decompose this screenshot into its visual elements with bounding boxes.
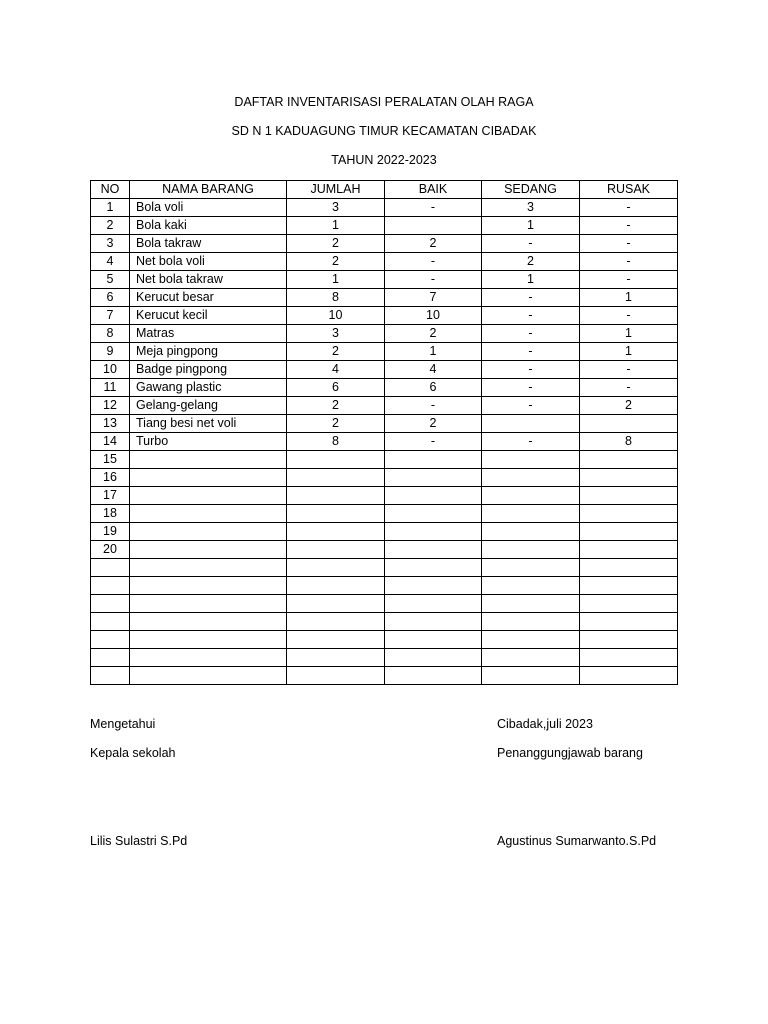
cell-rusak: 8 [580,433,678,451]
cell-rusak [580,505,678,523]
cell-jumlah: 6 [287,379,385,397]
table-row [91,433,678,451]
document-title: DAFTAR INVENTARISASI PERALATAN OLAH RAGA [234,95,534,109]
cell-jumlah [287,451,385,469]
cell-sedang: - [482,433,580,451]
cell-sedang [482,523,580,541]
cell-rusak [580,541,678,559]
school-year: TAHUN 2022-2023 [331,153,437,167]
cell-sedang [482,415,580,433]
cell-jumlah: 2 [287,397,385,415]
table-row [91,541,678,559]
cell-baik: 1 [385,343,482,361]
cell-no: 6 [91,289,130,307]
cell-rusak: 2 [580,397,678,415]
cell-baik [385,487,482,505]
table-row [91,199,678,217]
cell-nama-barang [130,649,287,667]
cell-nama-barang [130,631,287,649]
cell-rusak: - [580,271,678,289]
table-row [91,415,678,433]
cell-baik: - [385,271,482,289]
cell-sedang: - [482,343,580,361]
cell-jumlah: 3 [287,325,385,343]
cell-nama-barang: Gelang-gelang [130,397,287,415]
cell-sedang [482,631,580,649]
cell-jumlah: 3 [287,199,385,217]
table-row [91,397,678,415]
cell-baik: 10 [385,307,482,325]
cell-rusak: 1 [580,343,678,361]
cell-jumlah [287,469,385,487]
cell-rusak: - [580,379,678,397]
header-sedang: SEDANG [482,181,580,199]
cell-no: 14 [91,433,130,451]
table-row [91,325,678,343]
table-row [91,379,678,397]
cell-baik [385,613,482,631]
cell-rusak: - [580,253,678,271]
cell-nama-barang [130,667,287,685]
cell-no: 8 [91,325,130,343]
cell-rusak: 1 [580,289,678,307]
cell-baik: 2 [385,235,482,253]
responsible-name: Agustinus Sumarwanto.S.Pd [497,834,657,848]
cell-nama-barang: Kerucut besar [130,289,287,307]
header-nama-barang: NAMA BARANG [130,181,287,199]
cell-jumlah [287,649,385,667]
cell-rusak: - [580,235,678,253]
cell-baik [385,577,482,595]
cell-jumlah [287,595,385,613]
table-row [91,667,678,685]
cell-no: 7 [91,307,130,325]
cell-no [91,559,130,577]
cell-jumlah [287,667,385,685]
cell-jumlah [287,541,385,559]
cell-no: 1 [91,199,130,217]
table-row [91,343,678,361]
cell-baik [385,595,482,613]
cell-nama-barang: Badge pingpong [130,361,287,379]
cell-jumlah [287,631,385,649]
cell-baik: 4 [385,361,482,379]
cell-nama-barang: Bola kaki [130,217,287,235]
cell-sedang: - [482,235,580,253]
cell-no: 19 [91,523,130,541]
cell-sedang [482,541,580,559]
cell-nama-barang: Turbo [130,433,287,451]
cell-baik [385,451,482,469]
cell-jumlah [287,505,385,523]
header-baik: BAIK [385,181,482,199]
cell-rusak: - [580,307,678,325]
cell-sedang: 1 [482,217,580,235]
table-row [91,217,678,235]
cell-no: 11 [91,379,130,397]
cell-no [91,577,130,595]
cell-baik: 2 [385,325,482,343]
cell-jumlah: 2 [287,343,385,361]
cell-no: 13 [91,415,130,433]
cell-baik [385,523,482,541]
cell-no: 5 [91,271,130,289]
cell-baik: 2 [385,415,482,433]
cell-rusak [580,649,678,667]
cell-nama-barang: Bola takraw [130,235,287,253]
cell-rusak: - [580,199,678,217]
cell-sedang: - [482,397,580,415]
table-row [91,307,678,325]
cell-sedang [482,505,580,523]
cell-jumlah: 1 [287,271,385,289]
cell-jumlah: 10 [287,307,385,325]
cell-sedang [482,487,580,505]
cell-nama-barang [130,613,287,631]
cell-no: 17 [91,487,130,505]
cell-jumlah [287,523,385,541]
table-row [91,253,678,271]
cell-no: 18 [91,505,130,523]
cell-sedang [482,577,580,595]
cell-sedang [482,595,580,613]
cell-nama-barang: Net bola voli [130,253,287,271]
cell-no [91,613,130,631]
cell-baik: - [385,199,482,217]
table-row [91,577,678,595]
cell-rusak [580,613,678,631]
cell-no [91,631,130,649]
header-rusak: RUSAK [580,181,678,199]
cell-sedang: 3 [482,199,580,217]
cell-no: 4 [91,253,130,271]
cell-rusak [580,667,678,685]
cell-jumlah: 2 [287,253,385,271]
principal-name: Lilis Sulastri S.Pd [90,834,188,848]
cell-no: 20 [91,541,130,559]
cell-baik [385,469,482,487]
cell-sedang [482,469,580,487]
cell-nama-barang [130,451,287,469]
cell-rusak: 1 [580,325,678,343]
cell-jumlah: 8 [287,289,385,307]
cell-nama-barang: Bola voli [130,199,287,217]
table-row [91,361,678,379]
cell-rusak [580,577,678,595]
table-row [91,235,678,253]
cell-no [91,649,130,667]
cell-nama-barang: Gawang plastic [130,379,287,397]
cell-jumlah: 8 [287,433,385,451]
table-header-row [91,181,678,199]
table-row [91,505,678,523]
cell-baik: - [385,397,482,415]
cell-sedang: - [482,379,580,397]
school-name: SD N 1 KADUAGUNG TIMUR KECAMATAN CIBADAK [231,124,537,138]
cell-no: 12 [91,397,130,415]
cell-rusak [580,487,678,505]
cell-nama-barang [130,541,287,559]
table-row [91,631,678,649]
cell-nama-barang [130,469,287,487]
cell-jumlah [287,613,385,631]
table-row [91,613,678,631]
cell-baik: - [385,253,482,271]
cell-sedang: 2 [482,253,580,271]
cell-nama-barang: Matras [130,325,287,343]
cell-rusak [580,631,678,649]
responsible-title: Penanggungjawab barang [497,746,643,760]
cell-nama-barang [130,559,287,577]
cell-nama-barang: Tiang besi net voli [130,415,287,433]
cell-jumlah: 2 [287,235,385,253]
cell-jumlah [287,559,385,577]
cell-no: 9 [91,343,130,361]
cell-rusak [580,559,678,577]
cell-nama-barang [130,595,287,613]
cell-sedang [482,649,580,667]
table-row [91,649,678,667]
cell-nama-barang: Net bola takraw [130,271,287,289]
cell-no: 3 [91,235,130,253]
place-date: Cibadak,juli 2023 [497,717,593,731]
cell-baik [385,667,482,685]
inventory-table [90,180,678,685]
cell-sedang: - [482,289,580,307]
cell-no: 10 [91,361,130,379]
cell-no: 16 [91,469,130,487]
table-row [91,469,678,487]
cell-jumlah [287,487,385,505]
principal-title: Kepala sekolah [90,746,176,760]
cell-rusak [580,523,678,541]
cell-no [91,667,130,685]
table-row [91,559,678,577]
cell-sedang: - [482,307,580,325]
cell-baik [385,505,482,523]
cell-baik: 7 [385,289,482,307]
cell-jumlah: 1 [287,217,385,235]
cell-no: 2 [91,217,130,235]
cell-no [91,595,130,613]
table-row [91,487,678,505]
cell-baik: - [385,433,482,451]
cell-baik [385,541,482,559]
cell-baik [385,559,482,577]
cell-sedang [482,613,580,631]
acknowledged-label: Mengetahui [90,717,156,731]
cell-sedang [482,559,580,577]
cell-jumlah: 2 [287,415,385,433]
cell-jumlah [287,577,385,595]
cell-sedang: - [482,361,580,379]
header-jumlah: JUMLAH [287,181,385,199]
cell-sedang: 1 [482,271,580,289]
cell-rusak [580,595,678,613]
cell-nama-barang: Kerucut kecil [130,307,287,325]
table-row [91,289,678,307]
cell-nama-barang [130,487,287,505]
cell-nama-barang: Meja pingpong [130,343,287,361]
cell-nama-barang [130,577,287,595]
table-row [91,523,678,541]
cell-rusak [580,469,678,487]
cell-baik: 6 [385,379,482,397]
cell-sedang: - [482,325,580,343]
cell-nama-barang [130,523,287,541]
table-row [91,451,678,469]
cell-rusak [580,451,678,469]
table-body [91,199,678,685]
cell-rusak: - [580,361,678,379]
cell-rusak: - [580,217,678,235]
header-no: NO [91,181,130,199]
table-row [91,271,678,289]
table-row [91,595,678,613]
cell-no: 15 [91,451,130,469]
cell-nama-barang [130,505,287,523]
cell-sedang [482,451,580,469]
cell-baik [385,631,482,649]
cell-rusak [580,415,678,433]
cell-baik [385,217,482,235]
cell-baik [385,649,482,667]
cell-sedang [482,667,580,685]
cell-jumlah: 4 [287,361,385,379]
